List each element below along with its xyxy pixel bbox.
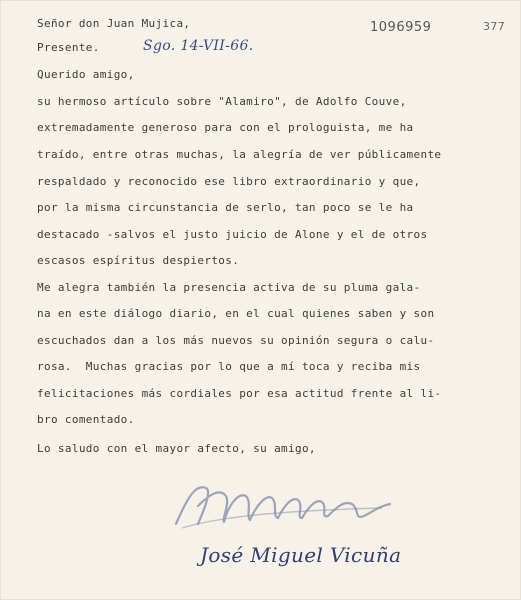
body-line: bro comentado. bbox=[37, 413, 135, 426]
recipient-name: Señor don Juan Mujica, bbox=[37, 17, 191, 30]
archive-number: 1096959 bbox=[370, 20, 432, 35]
body-line: escasos espíritus despiertos. bbox=[37, 254, 240, 267]
body-line: felicitaciones más cordiales por esa actitud frente al li- bbox=[37, 387, 442, 400]
body-line: su hermoso artículo sobre "Alamiro", de Adolfo Couve, bbox=[37, 95, 407, 108]
greeting: Querido amigo, bbox=[37, 68, 135, 81]
body-line: escuchados dan a los más nuevos su opinión segura o calu- bbox=[37, 334, 435, 347]
body-line: na en este diálogo diario, en el cual quienes saben y son bbox=[37, 307, 435, 320]
presente-label: Presente. bbox=[37, 41, 100, 54]
body-line: Me alegra también la presencia activa de su pluma gala- bbox=[37, 281, 421, 294]
archive-corner-mark: 377 bbox=[483, 20, 506, 33]
body-line: destacado -salvos el justo juicio de Alone y el de otros bbox=[37, 228, 428, 241]
body-line: respaldado y reconocido ese libro extraordinario y que, bbox=[37, 175, 421, 188]
handwritten-signature-name: José Miguel Vicuña bbox=[200, 543, 402, 567]
body-line: rosa. Muchas gracias por lo que a mí toca y reciba mis bbox=[37, 360, 421, 373]
body-line: por la misma circunstancia de serlo, tan poco se le ha bbox=[37, 201, 414, 214]
closing-line: Lo saludo con el mayor afecto, su amigo, bbox=[37, 442, 316, 455]
handwritten-date: Sgo. 14-VII-66. bbox=[143, 38, 254, 54]
body-line: traído, entre otras muchas, la alegría de ver públicamente bbox=[37, 148, 442, 161]
signature-scribble bbox=[168, 466, 398, 536]
body-line: extremadamente generoso para con el prologuista, me ha bbox=[37, 121, 414, 134]
